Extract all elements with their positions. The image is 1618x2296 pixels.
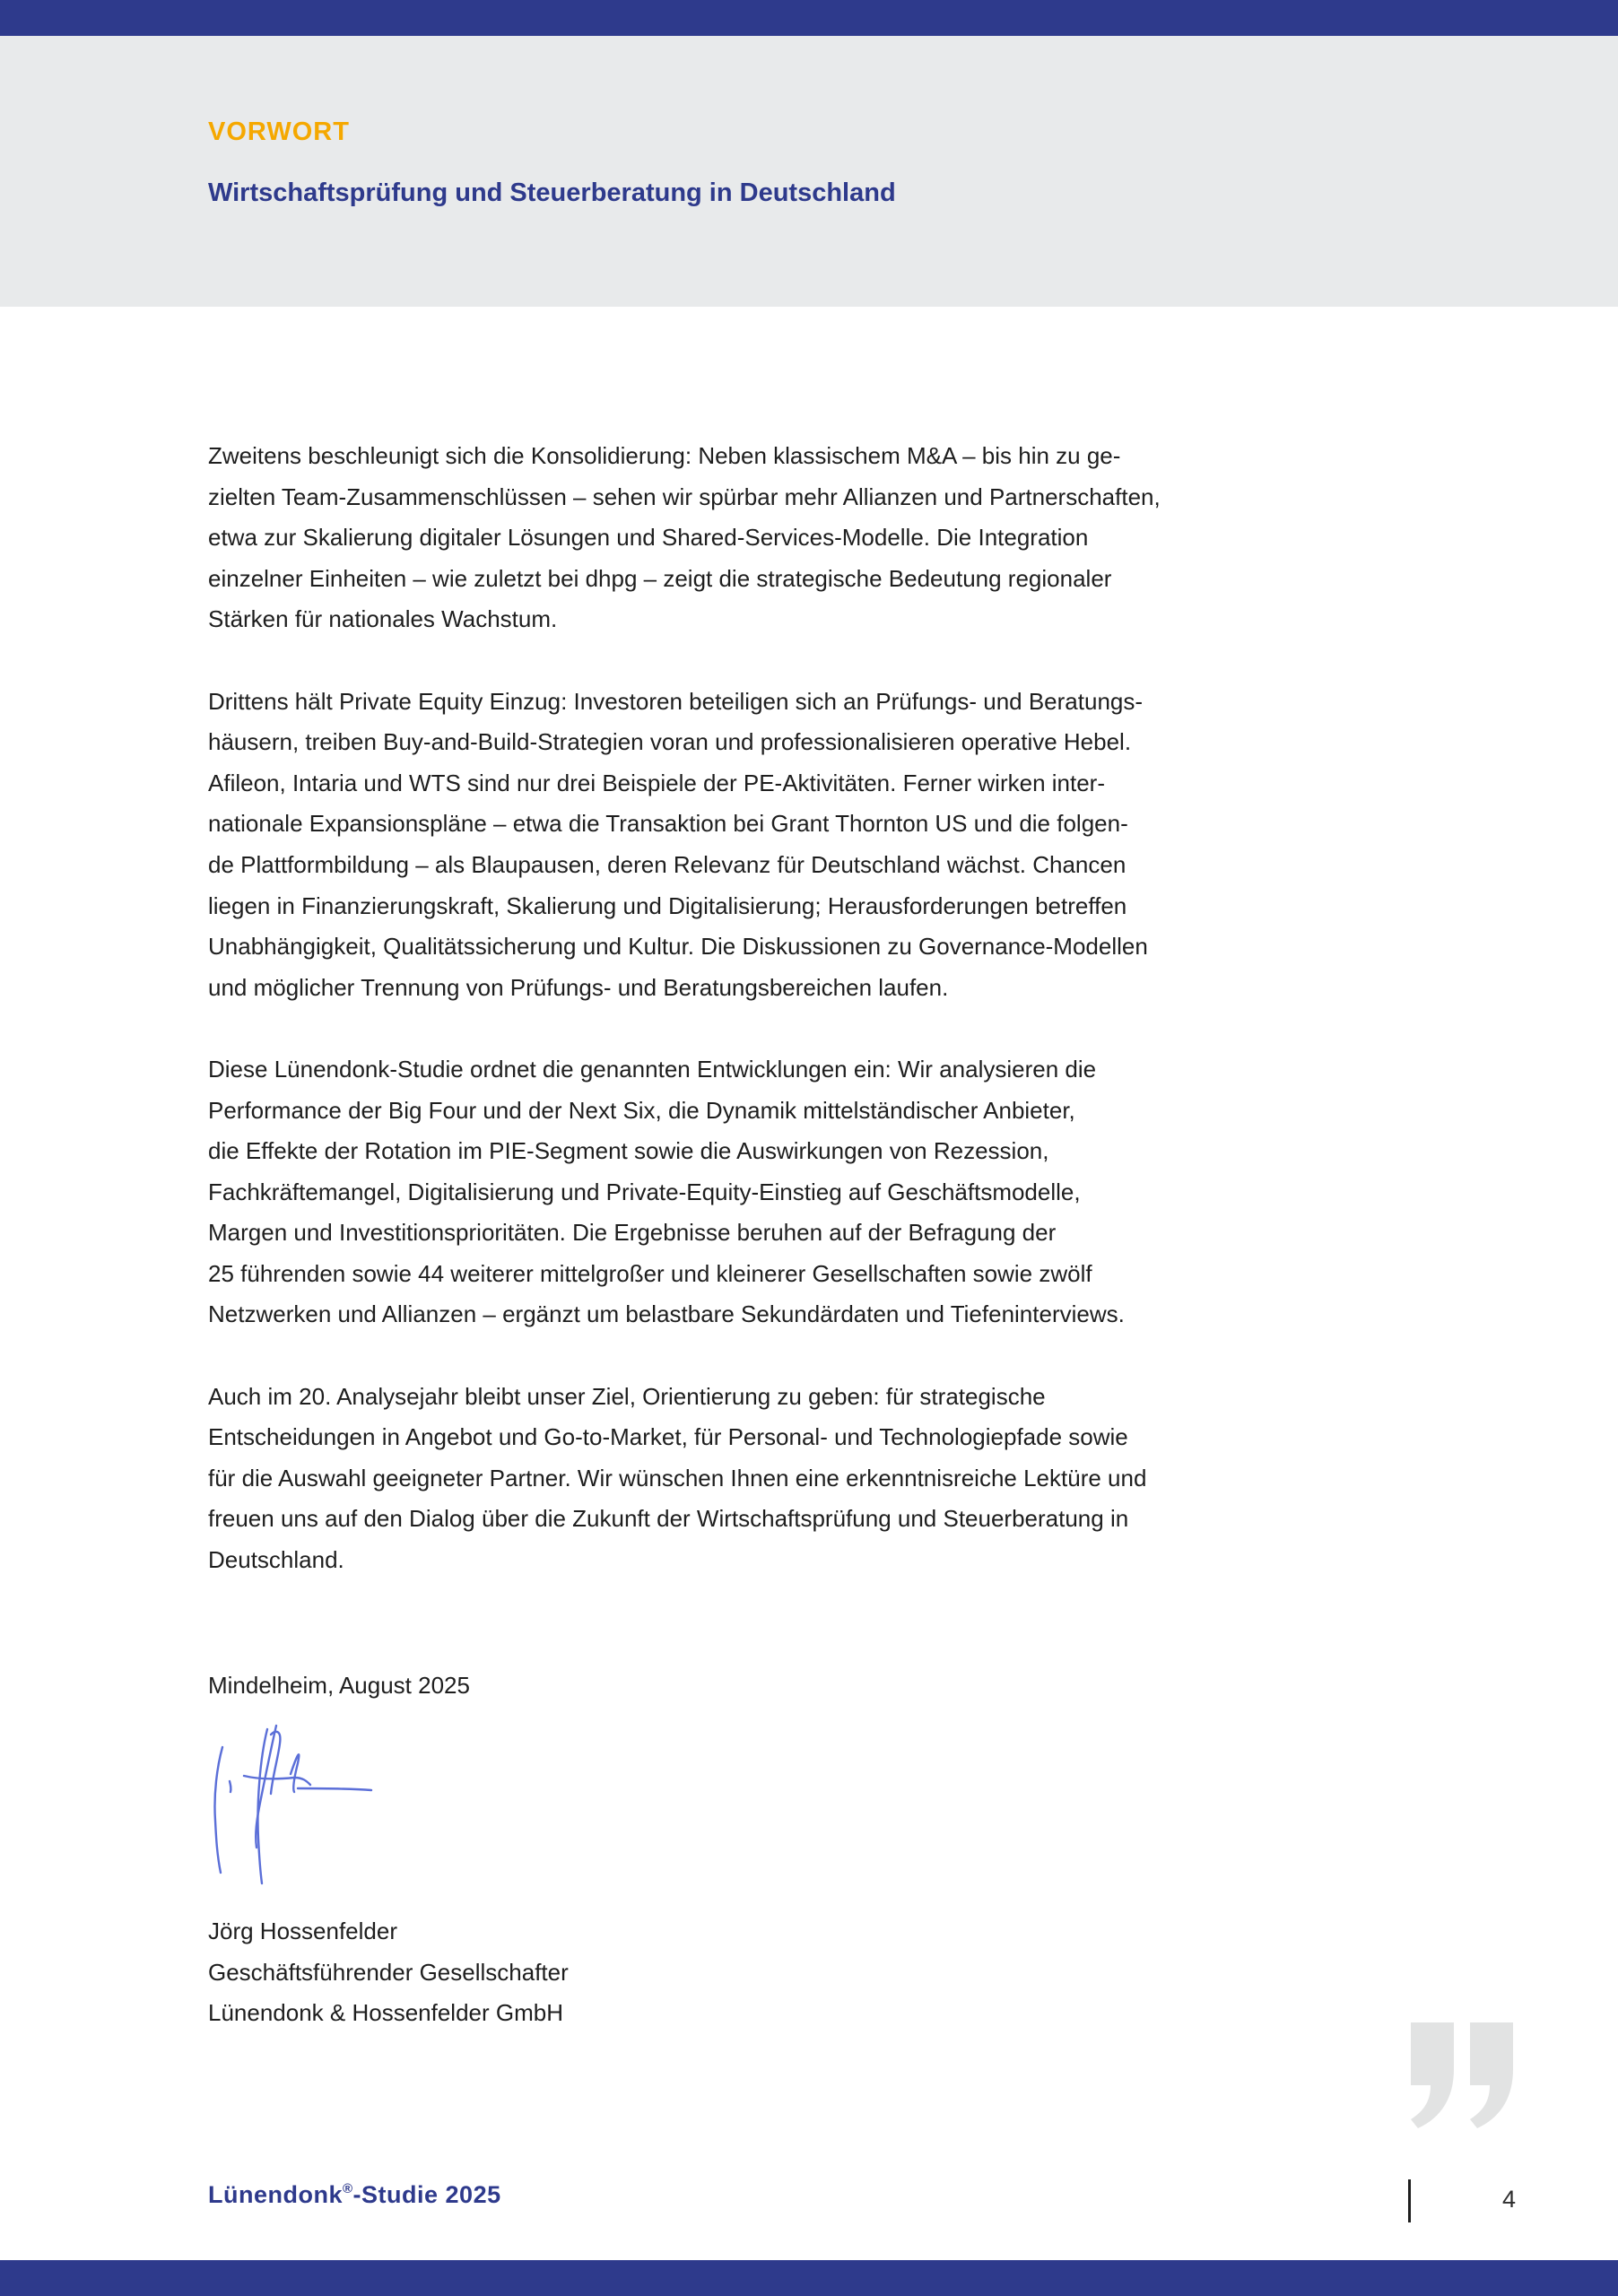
paragraph-study-scope: Diese Lünendonk-Studie ordnet die genannten Entwicklungen ein: Wir analysieren die Performance der Big Four und der Next Six, die Dynamik mittelständischer Anbieter, die Effekte der Rotation im PIE-Segment sowie die Auswirkungen von Rezession, Fachkräftemangel, Digitalisierung und Private-Equity-Einstieg auf Geschäftsmodelle, Margen und Investitionsprioritäten. Die Ergebnisse beruhen auf der Befragung der 25 führenden sowie 44 weiterer mittelgroßer und kleinerer Gesellschaften sowie zwölf Netzwerken und Allianzen – ergänzt um belastbare Sekundärdaten und Tiefeninterviews.: [208, 1055, 1125, 1328]
paragraph-consolidation: Zweitens beschleunigt sich die Konsolidierung: Neben klassischem M&A – bis hin zu ge- zielten Team-Zusammenschlüssen – sehen wir spürbar mehr Allianzen und Partnerschaften, etwa zur Skalierung digitaler Lösungen und Shared-Services-Modelle. Die Integration einzelner Einheiten – wie zuletzt bei dhpg – zeigt die strategische Bedeutung regionaler Stärken für nationales Wachstum.: [208, 442, 1161, 633]
section-label: VORWORT: [208, 117, 350, 146]
body-text: [208, 436, 1177, 1622]
signer-block: [208, 1911, 569, 2034]
place-date: Mindelheim, August 2025: [208, 1672, 470, 1699]
footer-divider: [1408, 2179, 1411, 2222]
footer-brand-name: Lünendonk: [208, 2181, 343, 2208]
signer-name: Jörg Hossenfelder: [208, 1918, 397, 1944]
paragraph-closing: Auch im 20. Analysejahr bleibt unser Ziel, Orientierung zu geben: für strategische Entscheidungen in Angebot und Go-to-Market, für Personal- und Technologiepfade sowie für die Auswahl geeigneter Partner. Wir wünschen Ihnen eine erkenntnisreiche Lektüre und freuen uns auf den Dialog über die Zukunft der Wirtschaftsprüfung und Steuerberatung in Deutschland.: [208, 1382, 1147, 1574]
signer-role: Geschäftsführender Gesellschafter: [208, 1958, 569, 1986]
paragraph-private-equity: Drittens hält Private Equity Einzug: Investoren beteiligen sich an Prüfungs- und Beratungs- häusern, treiben Buy-and-Build-Strategien voran und professionalisieren operative Hebel. Afileon, Intaria und WTS sind nur drei Beispiele der PE-Aktivitäten. Ferner wirken inter- nationale Expansionspläne – etwa die Transaktion bei Grant Thornton US und die folgen- de Plattformbildung – als Blaupausen, deren Relevanz für Deutschland wächst. Chancen liegen in Finanzierungskraft, Skalierung und Digitalisierung; Herausforderungen betreffen Unabhängigkeit, Qualitätssicherung und Kultur. Die Diskussionen zu Governance-Modellen und möglicher Trennung von Prüfungs- und Beratungsbereichen laufen.: [208, 687, 1148, 1001]
registered-mark: ®: [342, 2181, 353, 2196]
footer-brand: [208, 2171, 501, 2213]
bottom-accent-bar: [0, 2260, 1618, 2296]
handwritten-signature: [204, 1722, 384, 1888]
signer-company: Lünendonk & Hossenfelder GmbH: [208, 1999, 564, 2027]
closing-quote-icon: [1404, 2022, 1520, 2130]
footer-brand-suffix: -Studie 2025: [352, 2181, 501, 2208]
page-title: Wirtschaftsprüfung und Steuerberatung in Deutschland: [208, 178, 896, 207]
header-band: [0, 36, 1618, 307]
top-accent-bar: [0, 0, 1618, 36]
page-number: 4: [1501, 2186, 1516, 2213]
